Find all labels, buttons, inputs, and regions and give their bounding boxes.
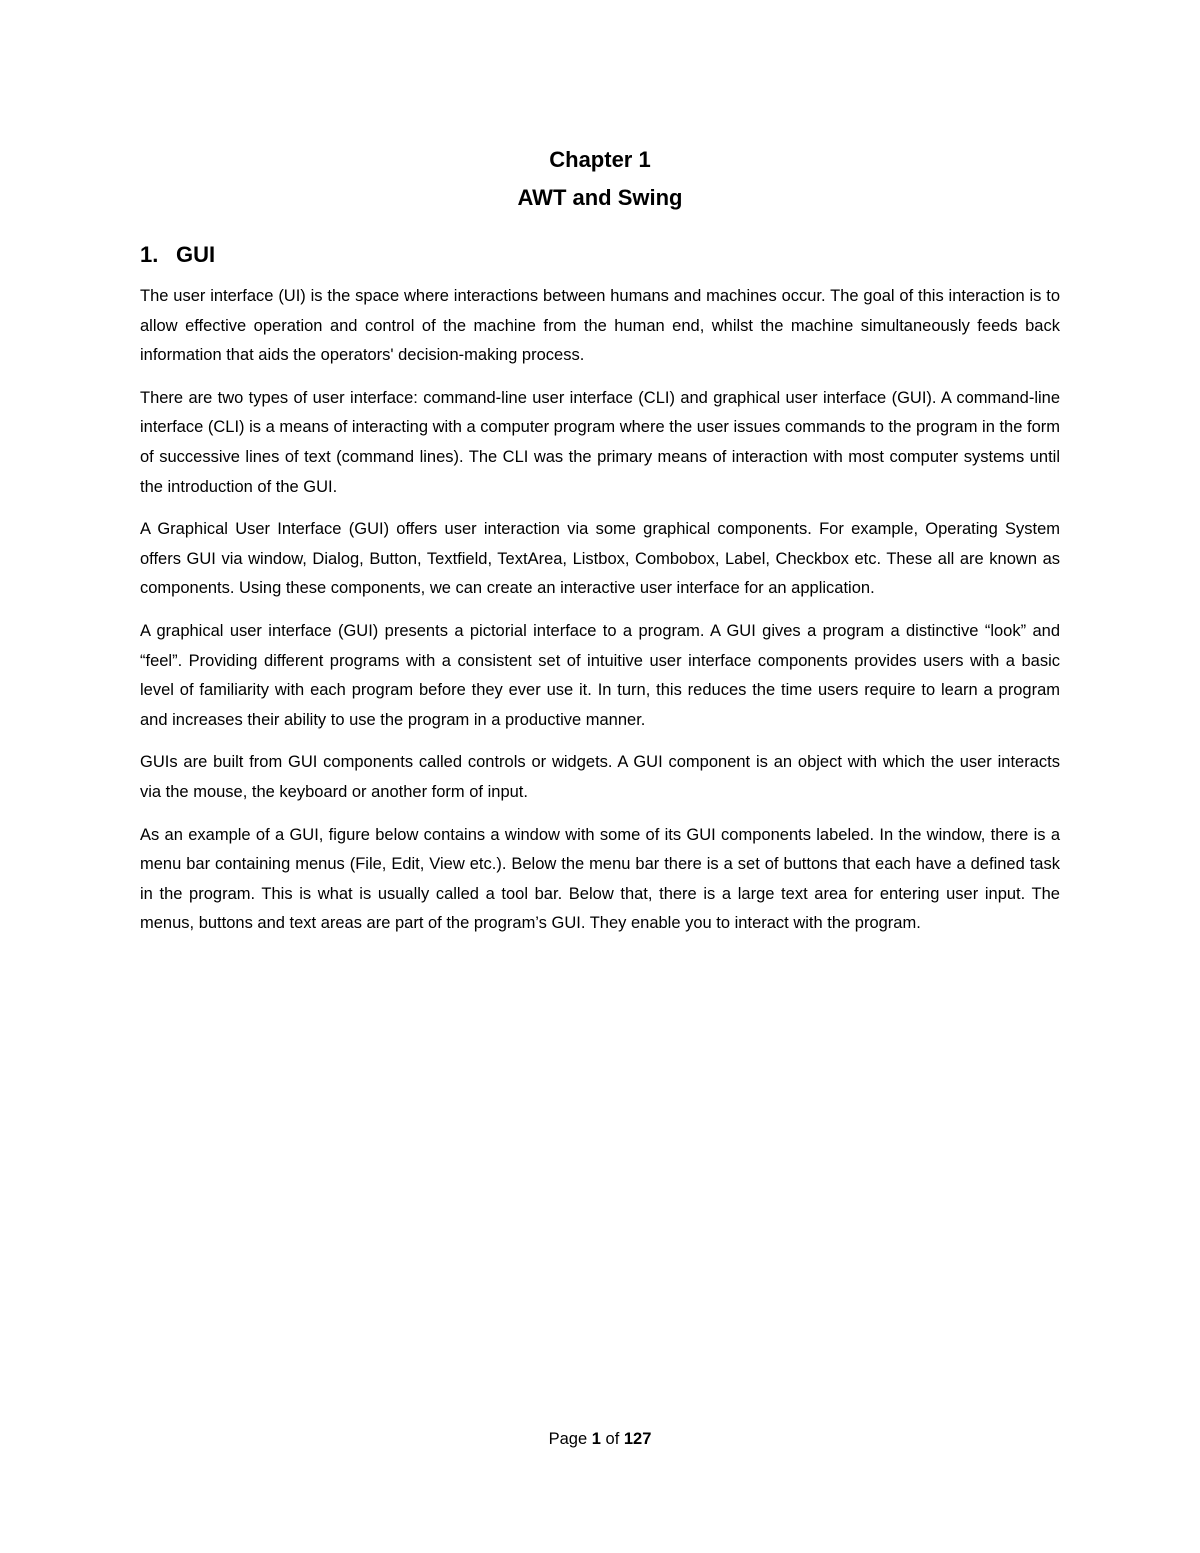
section-heading xyxy=(140,240,1060,270)
total-page-count: 127 xyxy=(623,1430,652,1448)
page-footer xyxy=(0,1430,1200,1449)
current-page-number: 1 xyxy=(591,1430,601,1448)
paragraph-ui-types: There are two types of user interface: command-line user interface (CLI) and graphical user interface (GUI). A command-line interface (CLI) is a means of interacting with a computer program where the user issues commands to the program in the form of successive lines of text (command lines). The CLI was the primary means of interaction with most computer systems until the introduction of the GUI. xyxy=(140,388,1060,496)
paragraph-gui-look-feel: A graphical user interface (GUI) presents a pictorial interface to a program. A GUI gives a program a distinctive “look” and “feel”. Providing different programs with a consistent set of intuitive user interface components provides users with a basic level of familiarity with each program before they ever use it. In turn, this reduces the time users require to learn a program and increases their ability to use the program in a productive manner. xyxy=(140,621,1060,729)
section-number: 1. xyxy=(140,242,159,267)
paragraph-gui-components: A Graphical User Interface (GUI) offers user interaction via some graphical components. For example, Operating System offers GUI via window, Dialog, Button, Textfield, TextArea, Listbox, Combobox, Label, Checkbox etc. These all are known as components. Using these components, we can create an interactive user interface for an application. xyxy=(140,520,1060,598)
page-label: Page xyxy=(548,1430,588,1448)
paragraph-gui-example: As an example of a GUI, figure below contains a window with some of its GUI components labeled. In the window, there is a menu bar containing menus (File, Edit, View etc.). Below the menu bar there is a set of buttons that each have a defined task in the program. This is what is usually called a tool bar. Below that, there is a large text area for entering user input. The menus, buttons and text areas are part of the program’s GUI. They enable you to interact with the program. xyxy=(140,825,1060,933)
of-label: of xyxy=(605,1430,620,1448)
chapter-title: Chapter 1 xyxy=(549,147,651,172)
chapter-subtitle: AWT and Swing xyxy=(517,185,683,210)
paragraph-ui-definition: The user interface (UI) is the space where interactions between humans and machines occur. The goal of this interaction is to allow effective operation and control of the machine from the human end, whilst the machine simultaneously feeds back information that aids the operators' decision-making process. xyxy=(140,287,1060,365)
page-content xyxy=(140,142,1060,952)
section-title: GUI xyxy=(176,242,216,267)
paragraph-gui-widgets: GUIs are built from GUI components called controls or widgets. A GUI component is an object with which the user interacts via the mouse, the keyboard or another form of input. xyxy=(140,753,1060,801)
